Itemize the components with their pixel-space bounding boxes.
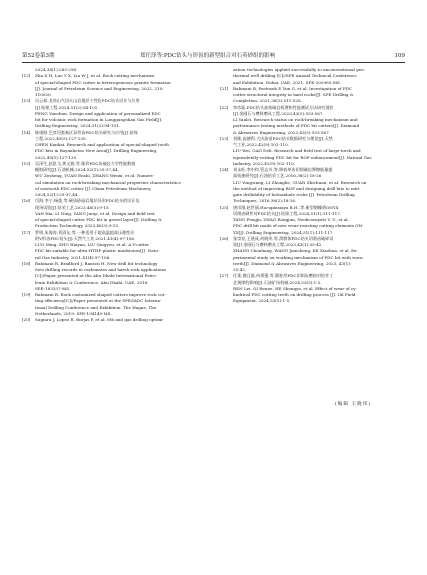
reference-line: 闫海,李宁,杨俊,等.硬质砂砾岩地层异形PDC钻头的设计及 — [35, 198, 140, 204]
reference-line: 模拟研究[J].石油机械,2024,52(1):29-37,44. — [35, 167, 119, 172]
reference-line: lindrical PDC cutting teeth on drilling process [J]. Oil Field — [233, 292, 356, 297]
reference-line: of special-shaped PDC cutter in heterogeneous granite formation — [35, 79, 171, 85]
reference-line: perimental study on working mechanism of PDC bit with worn — [233, 254, 363, 260]
reference-number: [18] — [22, 260, 31, 266]
reference-line: 的V形齿PDC钻头[J].天然气工业,2021,41(4):97-106. — [35, 235, 136, 241]
reference-line: 高钻速研究[J].石油钻采工艺,2016,38(2):18-26 — [233, 173, 322, 179]
reference-line: 验[J].金刚石与磨料磨具工程,2023,43(1):35-42. — [233, 242, 323, 247]
reference-entry — [220, 167, 406, 205]
reference-line: 工程,2022,49(5):127-135. — [35, 135, 87, 141]
reference-line: Rahmani R, Bradford J, Ranscii H. New drill bit technology — [35, 260, 158, 266]
reference-entry — [22, 198, 208, 229]
reference-number: [13] — [22, 98, 31, 104]
reference-line: 刘维,高德利.大庆油田PDC钻头数据研究与理论[J].天然 — [233, 135, 333, 141]
reference-line: 刘永旺,李中和,管志川,等.降低单齿切削破岩摩擦能量提 — [233, 167, 333, 172]
reference-line: TANG Fengju, ZHAO Rongjun, Neokcornyets V. V., et al. — [233, 217, 349, 222]
reference-line: 陈康海.巴彦河套新区异形齿PDC钻头研究与应用[J].钻探 — [35, 129, 138, 135]
reference-line: Sugiura J, Lopez R, Borjas F, et al. 6th and gas drilling optimi- — [35, 317, 164, 322]
reference-line: thermal well drilling [C]//SPE Annual Technical Conference — [233, 73, 357, 79]
reference-entry — [220, 86, 406, 105]
reference-number: [15] — [22, 160, 31, 166]
reference-line: YX[J]. Drilling Engineering, 2024,51(1):111-117. — [233, 229, 334, 235]
reference-line: Sets drilling records in carbonates and harsh rock applications — [35, 267, 167, 272]
reference-number: [24] — [220, 167, 229, 172]
reference-line: Techniques, 2016,38(2):18-26. — [233, 198, 297, 204]
reference-number: [27] — [220, 273, 229, 279]
reference-line: LUO Ming, ZHU Haiyan, LIU Qingyou, et al. A V-cutter — [35, 242, 150, 247]
reference-line: bit for volcanic rock formation in Longgangshan Gas Field[J]. — [35, 117, 163, 122]
reference-entry — [22, 73, 208, 98]
reference-line: WU Zesheng, YUAN Enshi, ZHANG Wenxi, et al. Numeri- — [35, 173, 154, 179]
reference-line: 110020. — [35, 92, 52, 97]
reference-entry — [220, 205, 406, 236]
reference-entry — [22, 130, 208, 161]
reference-line: & Abrasives Engineering, 2023,43(5):553-567. — [233, 129, 331, 135]
reference-column-left — [22, 67, 208, 323]
reference-line: 吴泽生,赵思飞,黄文娟,等.锥形PDC齿破岩力学性能数值 — [35, 160, 136, 166]
reference-line: Rahmani R, Pastusek P, Yun G, et al. Investigation of PDC — [233, 85, 353, 91]
reference-column-right — [220, 67, 406, 305]
reference-line: 气工业,2022,42(9):102-110. — [233, 142, 290, 147]
reference-line: leum Exhibition & Conference. Abu Dhabi, UAE, 2016: — [35, 279, 149, 285]
reference-number: [12] — [22, 73, 31, 79]
reference-line: [J].金刚石与磨料磨具工程,2023,43(5):553-567. — [233, 110, 324, 116]
reference-line: tional Drilling Conference and Exhibition. The Hague, The — [35, 304, 157, 310]
reference-line: of sawtooth PDC cutter [J]. China Petroleum Machinery, — [35, 185, 152, 191]
reference-number: [20] — [22, 317, 31, 322]
reference-number: [25] — [220, 204, 229, 210]
reference-line: 艺规律的影响[J].石油矿场机械,2024,53(5):1-5. — [233, 279, 322, 285]
reference-line: YAN Hai, LI Ning, YANG Junyi, et al. Design and field test — [35, 210, 155, 216]
reference-line: 冯云春.龙岗山气田火山岩地层个性化PDC钻头设计与应用 — [35, 98, 140, 104]
reference-line: CHEN Kanhai. Research and application of special-shaped tooth — [35, 142, 169, 147]
reference-line: ral Gas Industry, 2021,41(4):97-106. — [35, 254, 111, 260]
reference-line: and Exhibition. Dubai, UAE, 2021: SPE-205965-MS. — [233, 79, 341, 85]
reference-line: Drilling Engineering, 2024,51(2):94-101. — [35, 123, 121, 129]
reference-line: [J].钻探工程,2024,51(2):94-101. — [35, 104, 99, 110]
reference-line: LI Yanlei. Research status on rock-breaking mechanism and — [233, 117, 358, 122]
reference-number: [14] — [22, 129, 31, 135]
reference-line: [J]. Journal of Petroleum Science and Engineering, 2022, 210: — [35, 85, 164, 91]
reference-entry — [220, 136, 406, 167]
reference-line: 张崇亮,王建成,何晓华,等.滑移体PDC钻头切削齿破碎试 — [233, 235, 334, 241]
reference-line: Production Technology, 2023,46(3):9-15. — [35, 223, 120, 229]
reference-line: PDC bits in Bayanhetao New Area[J]. Drilling Engineering, — [35, 148, 158, 154]
reference-line: cal simulation on rock-breaking mechanical properties characteristics — [35, 179, 181, 185]
reference-line: equivalently-cutting PDC bit for ROP enhancement[J]. Natural Gas — [233, 154, 372, 160]
reference-line: ting efficiency[C]//Paper presented at the SPE/IADC Interna- — [35, 298, 162, 304]
reference-line: Equipment, 2024,53(5):1-5. — [233, 298, 291, 304]
reference-entry — [22, 292, 208, 317]
reference-entry — [22, 317, 208, 323]
reference-line: 35-42. — [233, 267, 247, 272]
reference-line: the method of improving ROP and designing drill bits to miti- — [233, 185, 361, 191]
article-running-title: 郑任泽等:PDC钻头与形齿的新型组合对石英砂组的影响 — [140, 53, 276, 59]
reference-line: 任莱,黎且渐,何勇强,等.圆柱形PDC切削齿磨损对钻井工 — [233, 273, 334, 279]
reference-entry — [22, 230, 208, 261]
reference-line: 罗明,朱海涛,刘清友,等.一种适用于超高温超高压维性层 — [35, 229, 135, 235]
editor-note: (编辑 王晓伟) — [335, 402, 372, 407]
reference-entry — [220, 67, 406, 86]
running-header — [22, 50, 405, 62]
reference-line: Industry, 2022,42(9):102-110. — [233, 160, 296, 166]
reference-entry — [220, 105, 406, 136]
reference-line: 2024,38(1):285-298. — [35, 67, 78, 72]
reference-entry — [22, 161, 208, 199]
reference-number: [19] — [22, 292, 31, 297]
reference-line: REN Lei, QI Renne, HE Shengya, et al. Effect of wear of cy- — [233, 285, 357, 291]
reference-number: [21] — [220, 85, 229, 91]
reference-entry — [22, 98, 208, 129]
reference-entry — [220, 236, 406, 274]
reference-line: Rahmani R. Rock customized shaped cutters improve rock cut- — [35, 292, 166, 297]
reference-number: [22] — [220, 104, 229, 110]
reference-line: performance testing methods of PDC bit cutters[J]. Diamond — [233, 123, 360, 129]
reference-line: 2022,49(5):127-135. — [35, 154, 78, 160]
reference-number: [23] — [220, 135, 229, 141]
reference-line: Netherlands, 2019: SPE-194140-MS. — [35, 310, 112, 316]
reference-line: SPE-183337-MS. — [35, 285, 71, 291]
journal-volume: 第52卷第3期 — [22, 53, 55, 59]
reference-number: [16] — [22, 198, 31, 204]
reference-line: PDC drill bit made of new wear-resisting cutting elements ON- — [233, 223, 364, 229]
reference-line: LIU Wei, GAO Deli. Research and field test of large-torch and — [233, 148, 361, 154]
reference-line: gate drillability of bottomhole rocks [J]. Petroleum Drilling — [233, 192, 355, 197]
reference-number: [17] — [22, 229, 31, 235]
reference-line: 切削齿刷件对PDC钻头[J].钻探工程,2024,51(1):111-117. — [233, 210, 342, 216]
reference-line: Zhu X H, Luo Y X, Liu W J, et al. Rock cutting mechanism — [35, 73, 154, 79]
reference-line: FENG Yunchun. Design and application of personalized PDC — [35, 110, 161, 116]
reference-line: [C]//Paper presented at the Abu Dhabi International Petro- — [35, 273, 157, 279]
reference-line: Completion, 2021,36(3):511-528. — [233, 98, 302, 104]
reference-line: 现场试验[J].钻采工艺,2023,46(3):9-15. — [35, 204, 110, 210]
reference-entry — [220, 273, 406, 304]
reference-line: ZHANG Chonliang, WANG Jiancheng, KE Xiaohua, et al. Ex- — [233, 248, 358, 254]
reference-line: 2024,52(1):29-37,44. — [35, 192, 79, 197]
header-rule — [22, 62, 405, 63]
reference-line: PDC bit suitable for ultra-HTHP plastic mudstones[J]. Natu- — [35, 248, 160, 254]
reference-line: zation technologies applied successfully to unconventional geo- — [233, 67, 366, 72]
reference-entry — [22, 261, 208, 292]
reference-line: 李彦磊.PDC钻头高效破岩机理和性能测试方法研究现状 — [233, 104, 334, 110]
reference-number: [26] — [220, 235, 229, 241]
reference-line: cutter structural integrity in hard rocks[J]. SPE Drilling & — [233, 92, 354, 97]
reference-line: of special-shaped cutter PDC bit in gravel layer[J]. Drilling & — [35, 217, 162, 222]
reference-line: teeth[J]. Diamond & Abrasives Engineering, 2023, 43(1): — [233, 260, 352, 266]
reference-line: LIU Yongwang, LI Zhonghe, GUAN Zhichuan, et al. Research on — [233, 179, 367, 185]
page-number: 109 — [394, 53, 405, 59]
reference-line: 唐凤翔,赵世丽,Hocupinsiaya B.H.,等.新型钢椰勇ONYX — [233, 204, 339, 210]
